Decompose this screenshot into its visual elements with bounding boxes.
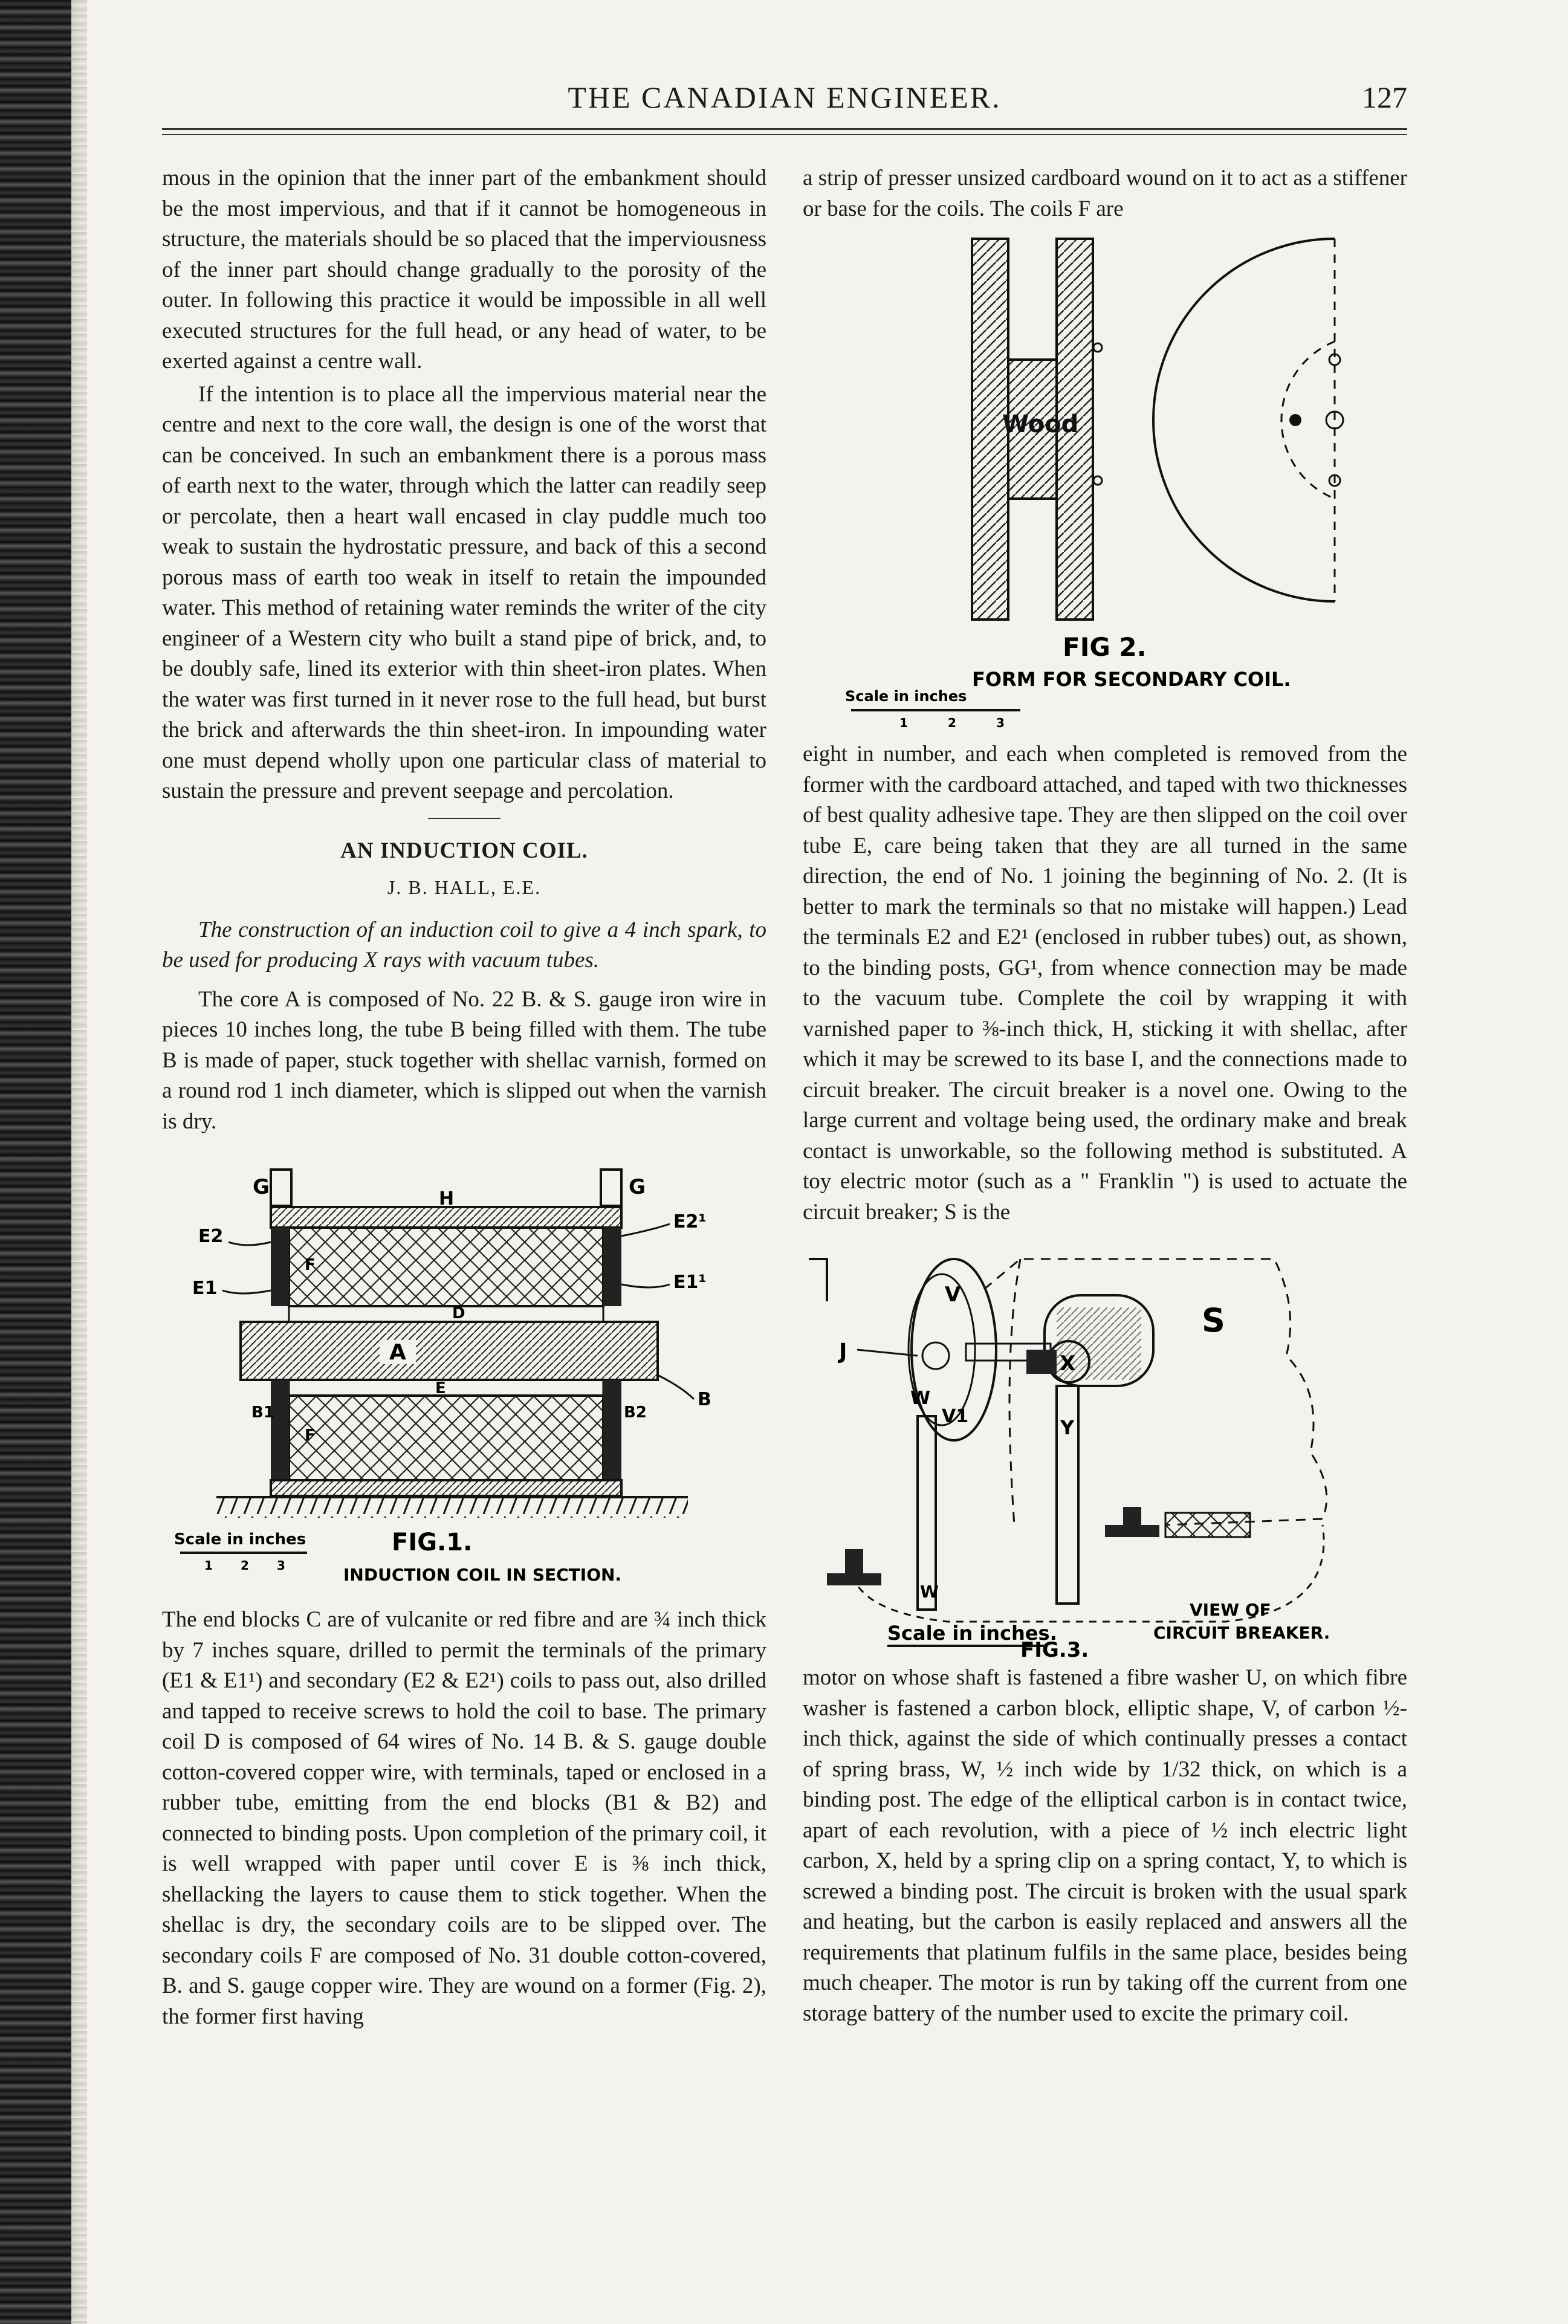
fig3-label-V1: V1 [942, 1406, 969, 1427]
header-rule-bottom [162, 134, 1407, 135]
book-spine-edge [0, 0, 71, 2324]
fig1-label-B: B [698, 1389, 711, 1410]
fig1-label-E2-prime: E2¹ [673, 1211, 707, 1232]
figure-3-circuit-breaker [803, 1235, 1407, 1658]
paragraph: motor on whose shaft is fastened a fibre washer U, on which fibre washer is fastened a carbon block, elliptic shape, V, of carbon ½-inch thick, against the side of which continually presses a contact of spring brass, W, ½ inch wide by 1/32 thick, on which is a binding post. The edge of the elliptical carbon is in contact twice, apart of each revolution, with a piece of ½ inch electric light carbon, X, held by a spring clip on a spring contact, Y, to which is screwed a binding post. The circuit is broken with the usual spark and heating, but the carbon is easily replaced and answers all the requirements that platinum fulfils in the same place, besides being much cheaper. The motor is run by taking off the current from one storage battery of the number used to excite the primary coil. [803, 1665, 1407, 2026]
fig3-view-label: CIRCUIT BREAKER. [1153, 1623, 1330, 1643]
fig1-label-G: G [629, 1175, 646, 1199]
journal-title: THE CANADIAN ENGINEER. [568, 80, 1002, 114]
fig1-label-E2: E2 [198, 1226, 224, 1247]
figure-2-secondary-coil-form [803, 233, 1407, 734]
fig1-scale-tick: 1 [204, 1558, 213, 1573]
header-rule-top [162, 128, 1407, 130]
fig2-wood-label: Wood [1002, 410, 1079, 438]
fig1-label-F: F [305, 1426, 316, 1445]
article-subtitle: The construction of an induction coil to give a 4 inch spark, to be used for producing X rays with vacuum tubes. [162, 917, 766, 973]
paragraph: eight in number, and each when completed is removed from the former with the cardboard attached, and taped with two thicknesses of best quality adhesive tape. They are then slipped on the coil over tube E, care being taken that they are all turned in the same direction, the end of No. 1 joining the beginning of No. 2. (It is better to mark the terminals so that no mistake will happen.) Lead the terminals E2 and E2¹ (enclosed in rubber tubes) out, as shown, to the binding posts, GG¹, from whence connection may be made to the vacuum tube. Complete the coil by wrapping it with varnished paper to ⅜-inch thick, H, sticking it with shellac, after which it may be screwed to its base I, and the connections made to circuit breaker. The circuit breaker is a novel one. Owing to the large current and voltage being used, the ordinary make and break contact is unworkable, so the following method is substituted. A toy electric motor (such as a " Franklin ") is used to actuate the circuit breaker; S is the [803, 742, 1407, 1225]
fig3-caption: FIG.3. [1020, 1638, 1089, 1658]
fig1-caption: FIG.1. [392, 1529, 473, 1556]
fig1-label-A: A [389, 1340, 406, 1365]
section-divider [428, 818, 501, 819]
paragraph: a strip of presser unsized cardboard wound on it to act as a stiffener or base for the coils. The coils F are [803, 166, 1407, 221]
paragraph: mous in the opinion that the inner part of the embankment should be the most impervious, and that if it cannot be homogeneous in structure, the materials should be so placed that the imperviousness of the inner part should change gradually to the porosity of the outer. In following this practice it would be impossible in all well executed structures for the full head, or any head of water, to be exerted against a centre wall. [162, 166, 766, 374]
page-header [162, 80, 1407, 122]
fig1-label-E: E [435, 1379, 446, 1397]
fig1-label-B1: B1 [251, 1403, 274, 1422]
induction-coil-section-drawing [162, 1151, 766, 1599]
fig3-scale-label: Scale in inches. [887, 1622, 1057, 1645]
fig1-label-E1: E1 [192, 1278, 218, 1299]
circuit-breaker-drawing [803, 1235, 1407, 1658]
fig1-subcaption: INDUCTION COIL IN SECTION. [343, 1565, 622, 1585]
figure-1-induction-coil [162, 1151, 766, 1599]
left-column [162, 163, 766, 2034]
fig1-label-F: F [305, 1256, 316, 1274]
fig1-label-H: H [439, 1188, 455, 1209]
fig2-scale-tick: 2 [948, 716, 956, 730]
secondary-coil-form-drawing [803, 233, 1407, 734]
fig2-scale-tick: 1 [899, 716, 908, 730]
fig1-label-E1-prime: E1¹ [673, 1272, 707, 1293]
fig1-label-G: G [253, 1175, 270, 1199]
fig1-label-B2: B2 [624, 1403, 647, 1422]
page-gutter-shadow [71, 0, 87, 2324]
fig3-label-W: W [920, 1582, 939, 1602]
article-heading: AN INDUCTION COIL. [340, 838, 588, 863]
fig3-label-W: W [910, 1388, 931, 1409]
fig2-scale-tick: 3 [996, 716, 1005, 730]
fig3-label-J: J [839, 1339, 847, 1364]
fig2-caption: FIG 2. [1063, 632, 1147, 662]
fig2-subcaption: FORM FOR SECONDARY COIL. [972, 668, 1291, 691]
fig3-label-V: V [945, 1283, 961, 1307]
fig1-label-D: D [452, 1304, 465, 1322]
article-author: J. B. HALL, E.E. [387, 876, 542, 898]
paragraph: The core A is composed of No. 22 B. & S. gauge iron wire in pieces 10 inches long, the tube B being filled with them. The tube B is made of paper, stuck together with shellac varnish, formed on a round rod 1 inch diameter, which is slipped out when the varnish is dry. [162, 986, 766, 1134]
fig3-label-S: S [1202, 1301, 1225, 1339]
paragraph: The end blocks C are of vulcanite or red fibre and are ¾ inch thick by 7 inches square, drilled to permit the terminals of the primary (E1 & E1¹) and secondary (E2 & E2¹) coils to pass out, also drilled and tapped to receive screws to hold the coil to base. The primary coil D is composed of 64 wires of No. 14 B. & S. gauge double cotton-covered copper wire, with terminals, taped or enclosed in a rubber tube, emitting from the end blocks (B1 & B2) and connected to binding posts. Upon completion of the primary coil, it is well wrapped with paper until cover E is ⅜ inch thick, shellacking the layers to cause them to stick together. When the shellac is dry, the secondary coils are to be slipped over. The secondary coils F are composed of No. 31 double cotton-covered, B. and S. gauge copper wire. They are wound on a former (Fig. 2), the former first having [162, 1607, 766, 2029]
right-column [803, 163, 1407, 2031]
fig3-label-X: X [1060, 1351, 1076, 1376]
paragraph: If the intention is to place all the impervious material near the centre and next to the core wall, the design is one of the worst that can be conceived. In such an embankment there is a porous mass of earth next to the water, through which the latter can readily seep or percolate, then a heart wall encased in clay puddle much too weak to sustain the hydrostatic pressure, and back of this a second porous mass of earth too weak in itself to retain the impounded water. This method of retaining water reminds the writer of the city engineer of a Western city who built a stand pipe of brick, and, to be doubly safe, lined its exterior with thin sheet-iron plates. When the water was first turned in it never rose to the full head, but burst the brick and afterwards the thin sheet-iron. In impounding water one must depend wholly upon one particular class of material to sustain the pressure and prevent seepage and percolation. [162, 381, 766, 803]
fig1-scale-label: Scale in inches [174, 1530, 306, 1549]
fig3-label-Y: Y [1060, 1416, 1075, 1439]
page-number: 127 [1362, 80, 1407, 114]
fig1-scale-tick: 2 [241, 1558, 249, 1573]
fig3-view-label: VIEW OF [1190, 1600, 1271, 1620]
fig1-scale-tick: 3 [277, 1558, 285, 1573]
fig2-scale-label: Scale in inches [845, 688, 967, 705]
